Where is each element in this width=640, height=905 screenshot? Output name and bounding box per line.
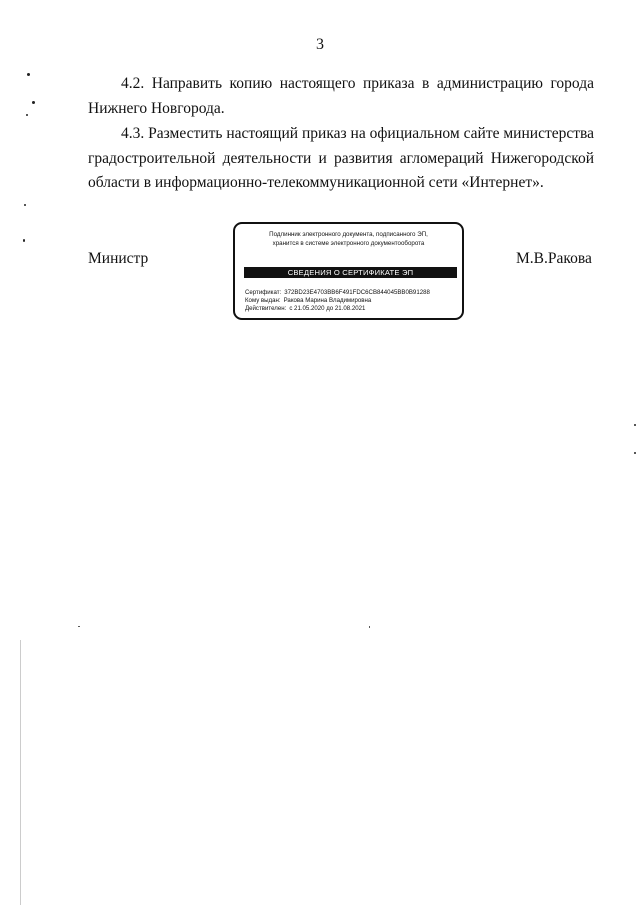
scan-speck: [78, 626, 80, 627]
stamp-details: [245, 289, 430, 314]
scan-speck: [369, 626, 370, 628]
scan-speck: [32, 101, 35, 104]
stamp-certificate-row: [245, 289, 430, 297]
issued-to-label: Кому выдан:: [245, 297, 281, 305]
scan-speck: [26, 114, 28, 116]
paragraph-line: 4.2. Направить копию настоящего приказа в администрацию города: [121, 75, 594, 92]
electronic-signature-stamp: [233, 222, 464, 320]
scan-edge-line: [20, 640, 21, 905]
valid-label: Действителен:: [245, 305, 287, 313]
valid-value: с 21.05.2020 до 21.08.2021: [289, 305, 366, 313]
signer-name: М.В.Ракова: [516, 250, 592, 267]
stamp-valid-row: [245, 305, 430, 313]
scan-speck: [634, 424, 636, 426]
stamp-note: [235, 231, 462, 248]
scan-speck: [24, 204, 26, 206]
paragraph-line: области в информационно-телекоммуникационной сети «Интернет».: [88, 174, 544, 191]
scan-speck: [23, 239, 25, 242]
stamp-note-line: Подлинник электронного документа, подписанного ЭП,: [269, 231, 428, 238]
scan-speck: [634, 452, 636, 454]
certificate-value: 372BD23E4703BB6F491FDC6CB844045BB0B91288: [284, 289, 430, 296]
paragraph-line: 4.3. Разместить настоящий приказ на официальном сайте министерства: [121, 125, 594, 142]
paragraph-line: Нижнего Новгорода.: [88, 99, 225, 117]
scan-speck: [27, 73, 30, 76]
signer-title: Министр: [88, 250, 149, 267]
issued-to-value: Ракова Марина Владимировна: [283, 297, 372, 305]
page-number: 3: [316, 36, 324, 53]
stamp-issued-to-row: [245, 297, 430, 305]
certificate-label: Сертификат:: [245, 289, 282, 296]
paragraph-4-3: [88, 122, 594, 196]
paragraph-line: градостроительной деятельности и развития агломераций Нижегородской: [88, 149, 594, 167]
paragraph-4-2: [88, 72, 594, 121]
stamp-header: СВЕДЕНИЯ О СЕРТИФИКАТЕ ЭП: [244, 267, 457, 278]
stamp-note-line: хранится в системе электронного документооборота: [272, 239, 425, 247]
